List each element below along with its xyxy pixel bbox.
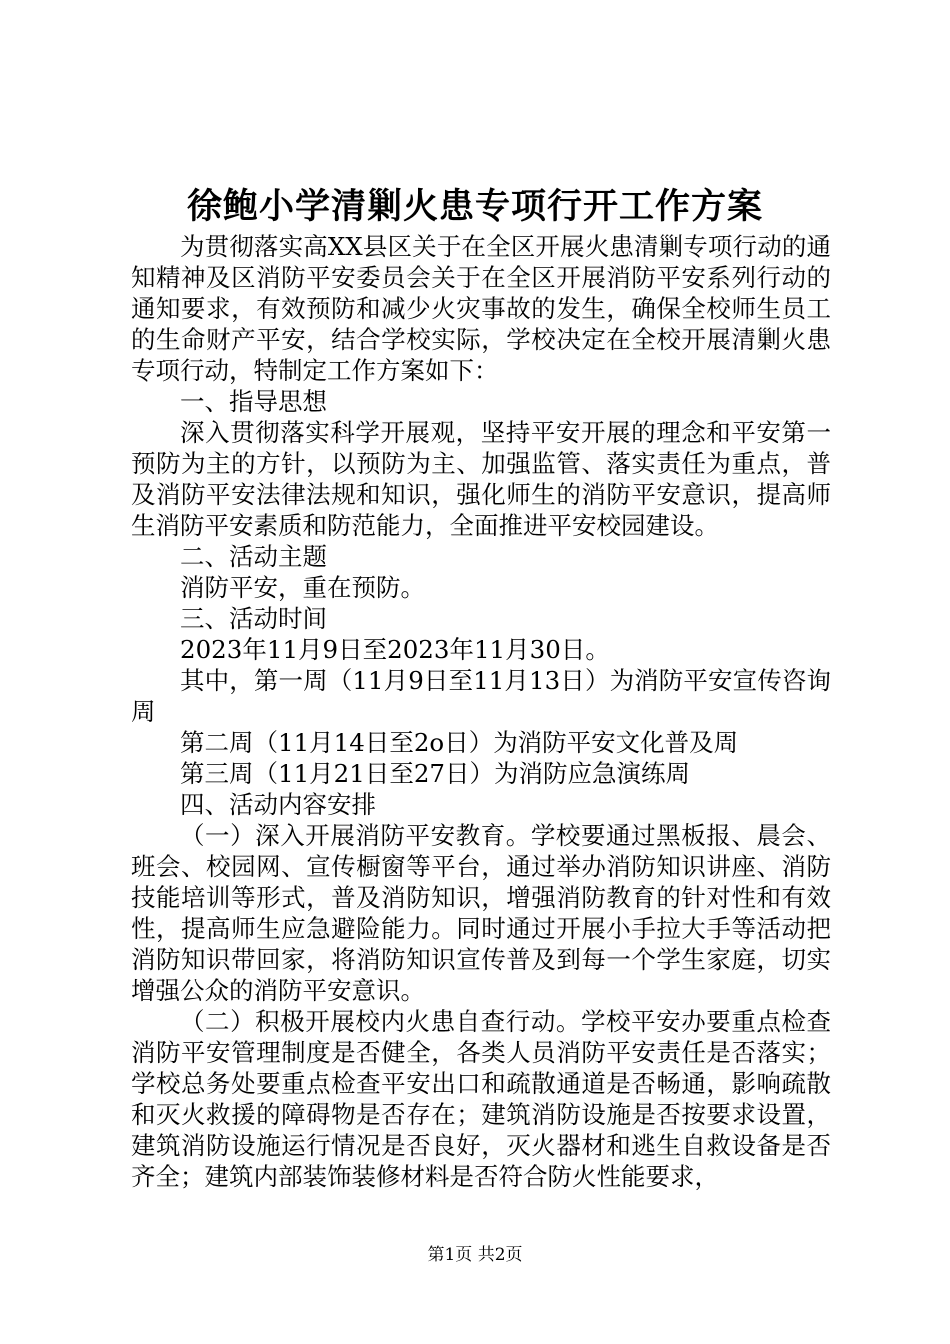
week-three-schedule: 第三周（11月21日至27日）为消防应急演练周	[180, 759, 691, 788]
week-one-schedule: 其中，第一周（11月9日至11月13日）为消防平安宣传咨询周	[131, 666, 831, 726]
section-heading-activity-theme: 二、活动主题	[180, 542, 327, 571]
week-two-schedule: 第二周（11月14日至2o日）为消防平安文化普及周	[180, 728, 739, 757]
activity-item-two-paragraph: （二）积极开展校内火患自查行动。学校平安办要重点检查消防平安管理制度是否健全，各类人员消防平安责任是否落实；学校总务处要重点检查平安出口和疏散通道是否畅通，影响疏散和灭火救援的障碍物是否存在；建筑消防设施是否按要求设置，建筑消防设施运行情况是否良好，灭火器材和逃生自救设备是否齐全；建筑内部装饰装修材料是否符合防火性能要求，	[131, 1007, 831, 1191]
section-heading-activity-content: 四、活动内容安排	[180, 790, 376, 819]
guiding-ideology-paragraph: 深入贯彻落实科学开展观，坚持平安开展的理念和平安第一预防为主的方针，以预防为主、加强监管、落实责任为重点，普及消防平安法律法规和知识，强化师生的消防平安意识，提高师生消防平安素质和防范能力，全面推进平安校园建设。	[131, 418, 831, 540]
document-title: 徐鲍小学清剿火患专项行开工作方案	[186, 186, 763, 227]
document-body	[131, 231, 831, 1192]
section-heading-activity-time: 三、活动时间	[180, 604, 327, 633]
activity-item-one-paragraph: （一）深入开展消防平安教育。学校要通过黑板报、晨会、班会、校园网、宣传橱窗等平台，通过举办消防知识讲座、消防技能培训等形式，普及消防知识，增强消防教育的针对性和有效性，提高师生应急避险能力。同时通过开展小手拉大手等活动把消防知识带回家，将消防知识宣传普及到每一个学生家庭，切实增强公众的消防平安意识。	[131, 821, 831, 1005]
activity-date-range: 2023年11月9日至2023年11月30日。	[180, 635, 610, 664]
intro-paragraph: 为贯彻落实高XX县区关于在全区开展火患清剿专项行动的通知精神及区消防平安委员会关于在全区开展消防平安系列行动的通知要求，有效预防和减少火灾事故的发生，确保全校师生员工的生命财产平安，结合学校实际，学校决定在全校开展清剿火患专项行动，特制定工作方案如下：	[131, 232, 831, 385]
activity-theme-paragraph: 消防平安，重在预防。	[180, 573, 425, 602]
page-footer: 第1页 共2页	[427, 1245, 523, 1265]
section-heading-guiding-ideology: 一、指导思想	[180, 387, 327, 416]
